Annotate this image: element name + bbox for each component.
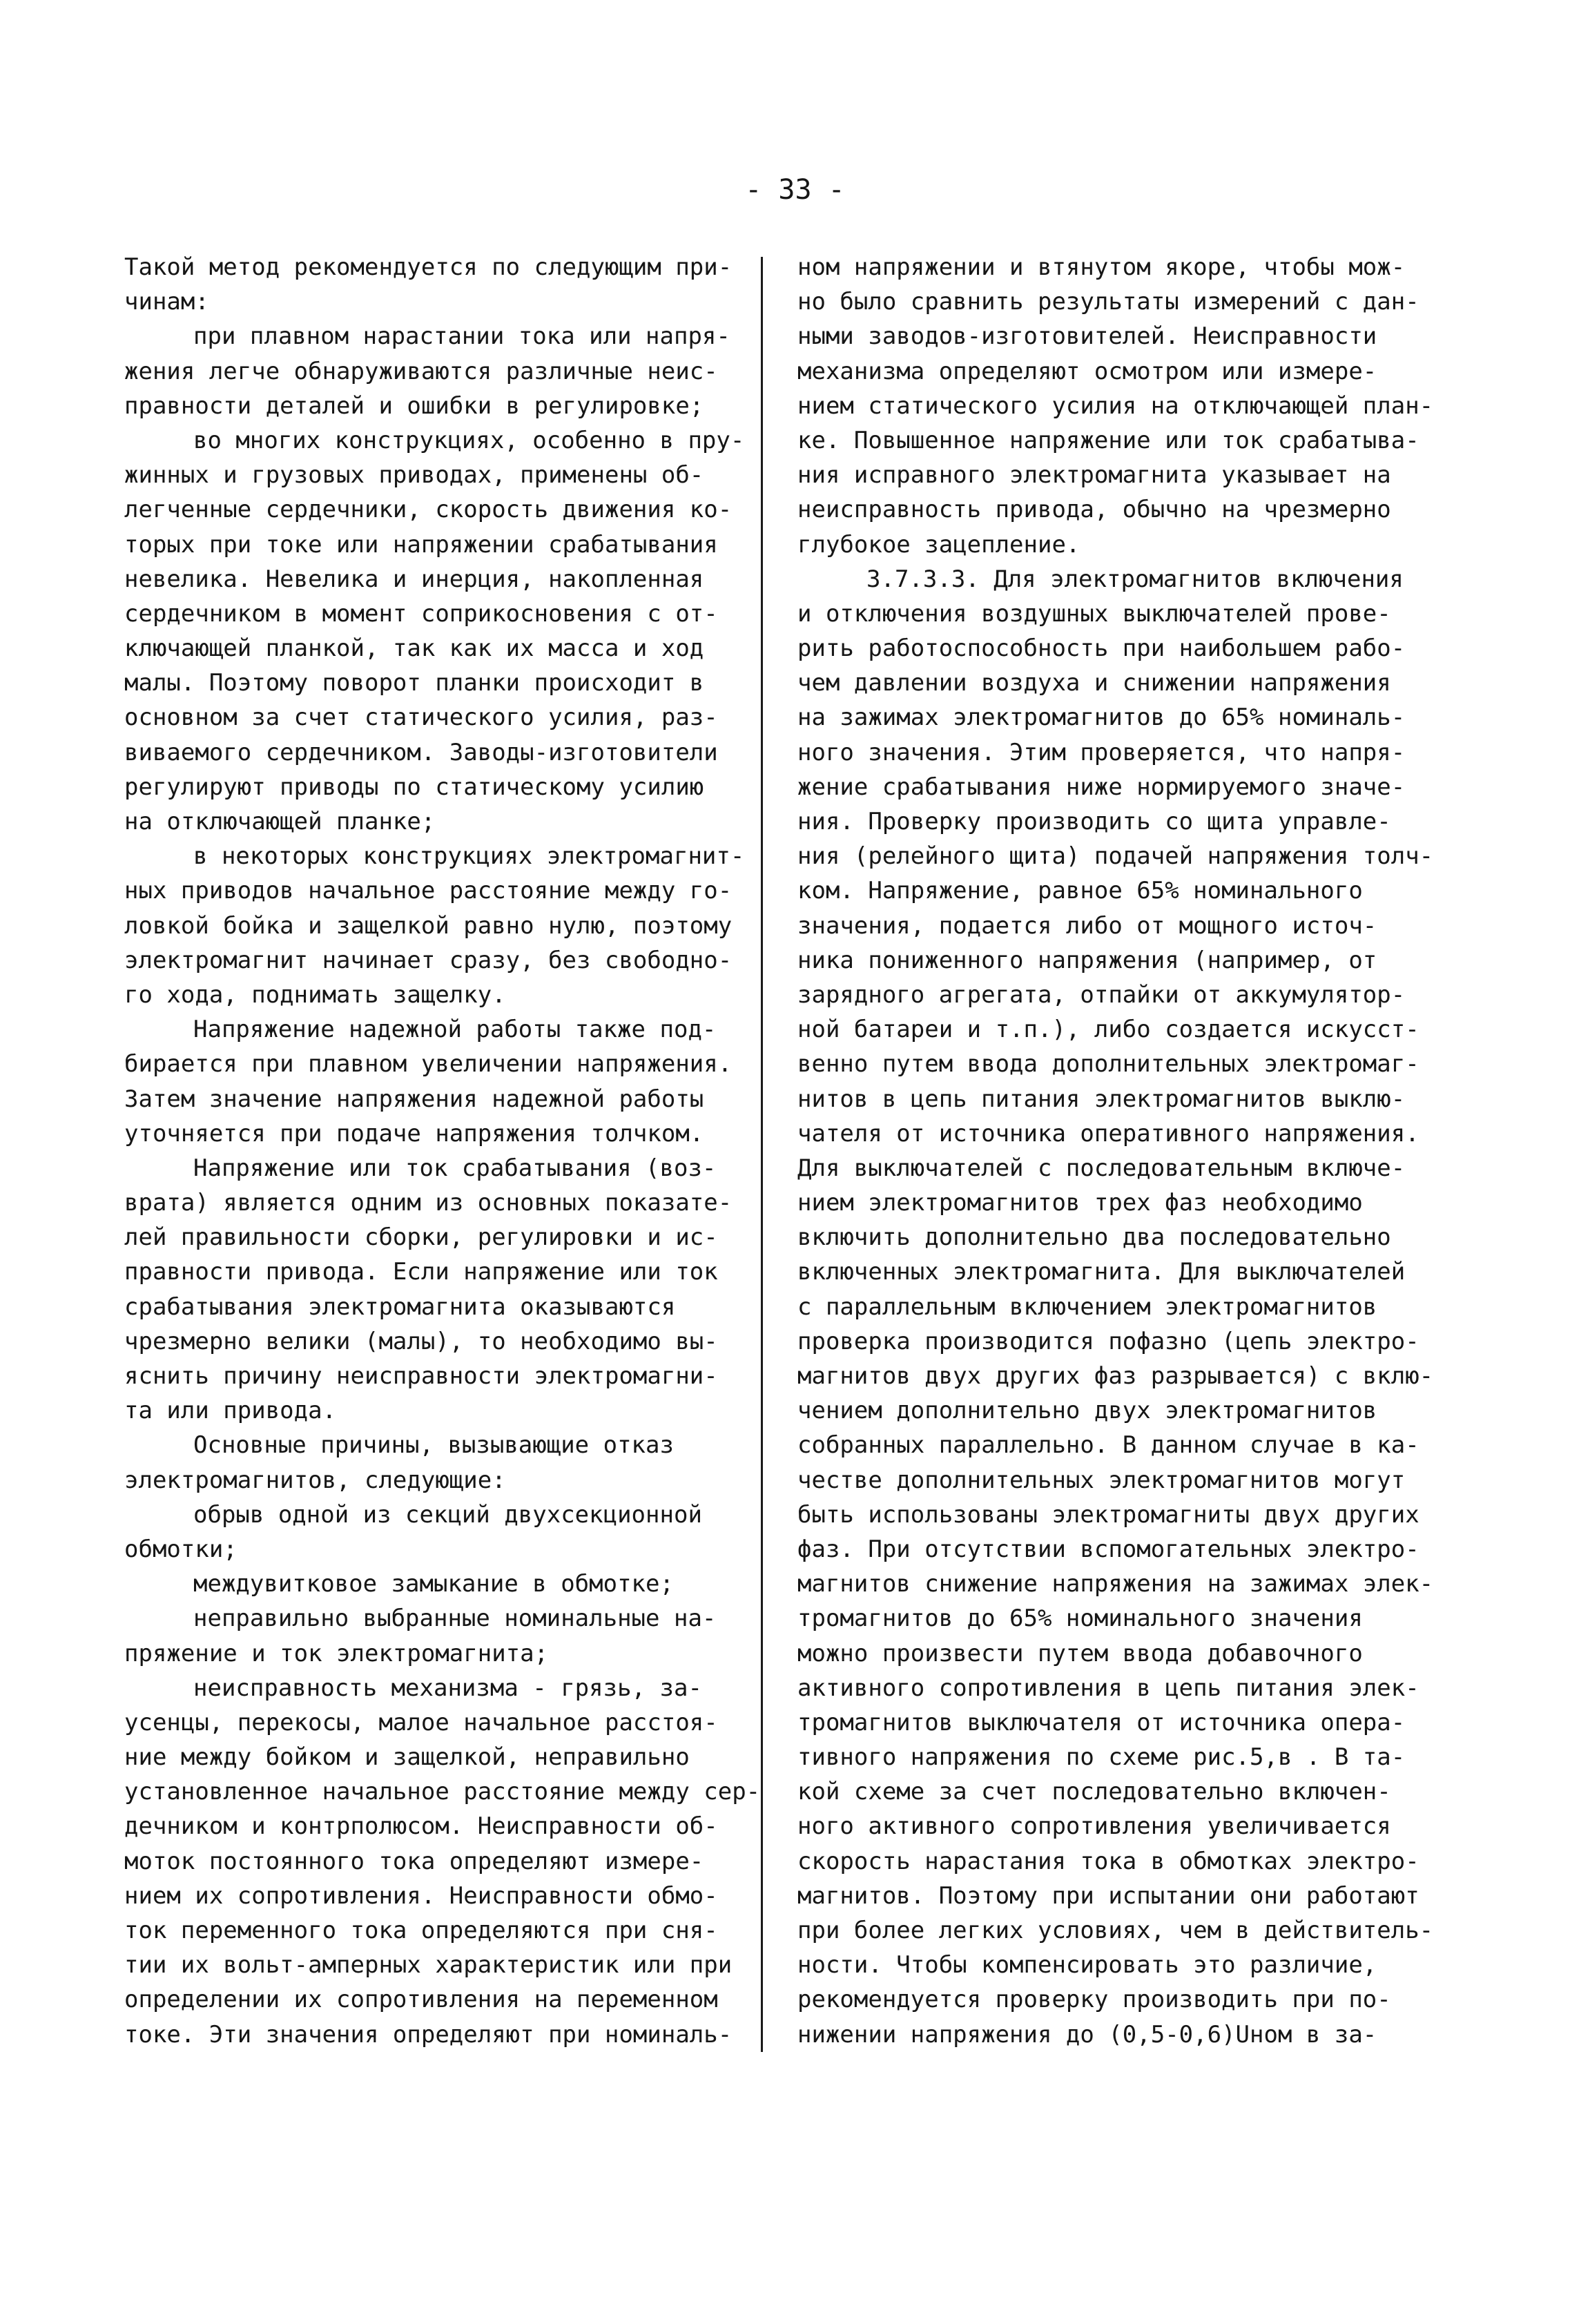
text-line: тромагнитов до 65% номинального значения	[797, 1605, 1363, 1633]
text-line: легченные сердечники, скорость движения ко-	[124, 496, 733, 524]
text-line: глубокое зацепление.	[797, 530, 1080, 559]
text-line: магнитов двух других фаз разрывается) с вклю-	[797, 1362, 1434, 1390]
text-line: чинам:	[124, 288, 209, 316]
text-line: междувитковое замыкание в обмотке;	[193, 1570, 674, 1598]
text-line: неправильно выбранные номинальные на-	[193, 1605, 717, 1633]
text-line: ными заводов-изготовителей. Неисправности	[797, 322, 1377, 351]
text-line: включить дополнительно два последовательно	[797, 1223, 1391, 1252]
text-line: ных приводов начальное расстояние между го-	[124, 877, 733, 905]
right-column	[797, 250, 1460, 2052]
text-line: можно произвести путем ввода добавочного	[797, 1639, 1363, 1667]
text-line: правности привода. Если напряжение или ток	[124, 1258, 718, 1286]
text-line: лей правильности сборки, регулировки и ис-	[124, 1223, 718, 1252]
text-line: ловкой бойка и защелкой равно нулю, поэтому	[124, 911, 733, 940]
text-line: малы. Поэтому поворот планки происходит в	[124, 669, 704, 697]
text-line: ния исправного электромагнита указывает на	[797, 461, 1391, 490]
text-line: в некоторых конструкциях электромагнит-	[193, 842, 745, 871]
text-line: усенцы, перекосы, малое начальное расстоя-	[124, 1708, 718, 1736]
text-line: зарядного агрегата, отпайки от аккумулятор-	[797, 980, 1406, 1009]
text-line: чем давлении воздуха и снижении напряжения	[797, 669, 1391, 697]
text-line: магнитов. Поэтому при испытании они работают	[797, 1881, 1419, 1910]
text-line: скорость нарастания тока в обмотках электро-	[797, 1847, 1419, 1875]
text-line: торых при токе или напряжении срабатывания	[124, 530, 718, 559]
text-line: нитов в цепь питания электромагнитов выклю-	[797, 1085, 1406, 1113]
text-line: ние между бойком и защелкой, неправильно	[124, 1743, 690, 1772]
text-line: электромагнитов, следующие:	[124, 1466, 506, 1494]
text-line: обрыв одной из секций двухсекционной	[193, 1500, 702, 1529]
text-line: пряжение и ток электромагнита;	[124, 1639, 549, 1667]
left-column	[124, 250, 761, 2052]
text-line: Для выключателей с последовательным включе-	[797, 1154, 1406, 1182]
text-line: активного сопротивления в цепь питания элек-	[797, 1674, 1419, 1702]
text-line: собранных параллельно. В данном случае в ка-	[797, 1431, 1419, 1460]
text-line: ния. Проверку производить со щита управле-	[797, 808, 1391, 835]
text-line: нием статического усилия на отключающей план-	[797, 391, 1434, 420]
text-line: ке. Повышенное напряжение или ток срабатыва-	[797, 426, 1419, 454]
text-line: токе. Эти значения определяют при номиналь-	[124, 2020, 733, 2049]
text-line: обмотки;	[124, 1535, 237, 1563]
text-line: срабатывания электромагнита оказываются	[124, 1292, 676, 1321]
text-line: чением дополнительно двух электромагнитов	[797, 1397, 1377, 1425]
text-line: с параллельным включением электромагнитов	[797, 1292, 1377, 1321]
text-line: виваемого сердечником. Заводы-изготовители	[124, 738, 718, 766]
text-line: тии их вольт-амперных характеристик или при	[124, 1951, 733, 1979]
text-line: чрезмерно велики (малы), то необходимо вы-	[124, 1327, 718, 1355]
text-line: неисправность механизма - грязь, за-	[193, 1674, 702, 1702]
text-line: включенных электромагнита. Для выключателей	[797, 1258, 1406, 1286]
text-line: тромагнитов выключателя от источника опера-	[797, 1708, 1406, 1736]
text-line: но было сравнить результаты измерений с дан-	[797, 288, 1419, 316]
text-line: фаз. При отсутствии вспомогательных электро-	[797, 1535, 1419, 1563]
text-line: уточняется при подаче напряжения толчком.	[124, 1119, 704, 1148]
text-line: электромагнит начинает сразу, без свободно-	[124, 946, 733, 974]
text-line: ного значения. Этим проверяется, что напря-	[797, 738, 1406, 766]
text-line: кой схеме за счет последовательно включен-	[797, 1778, 1391, 1806]
text-line: основном за счет статического усилия, раз-	[124, 704, 718, 732]
text-line: бирается при плавном увеличении напряжения.	[124, 1050, 733, 1078]
text-line: проверка производится пофазно (цепь электро-	[797, 1327, 1419, 1355]
text-line: ной батареи и т.п.), либо создается искусст-	[797, 1016, 1419, 1044]
text-line: ком. Напряжение, равное 65% номинального	[797, 877, 1363, 905]
text-line: быть использованы электромагниты двух других	[797, 1500, 1419, 1529]
text-line: значения, подается либо от мощного источ-	[797, 911, 1377, 940]
text-line: жения легче обнаруживаются различные неис-	[124, 357, 718, 385]
text-line: ности. Чтобы компенсировать это различие,	[797, 1951, 1377, 1979]
text-line: та или привода.	[124, 1397, 337, 1425]
text-line: венно путем ввода дополнительных электромаг-	[797, 1050, 1419, 1078]
text-line: яснить причину неисправности электромагни-	[124, 1362, 718, 1390]
text-line: сердечником в момент соприкосновения с от-	[124, 599, 718, 628]
text-line: Основные причины, вызывающие отказ	[193, 1431, 674, 1460]
text-line: механизма определяют осмотром или измере-	[797, 357, 1377, 385]
text-line: ток переменного тока определяются при сня-	[124, 1917, 718, 1944]
text-line: честве дополнительных электромагнитов могут	[797, 1466, 1406, 1494]
text-line: невелика. Невелика и инерция, накопленная	[124, 565, 704, 593]
text-line: и отключения воздушных выключателей прове-	[797, 599, 1391, 628]
text-line: магнитов снижение напряжения на зажимах элек-	[797, 1570, 1434, 1598]
text-line: ника пониженного напряжения (например, от	[797, 946, 1377, 974]
text-line: нижении напряжения до (0,5-0,6)Uном в за-	[797, 2020, 1377, 2049]
text-line: Затем значение напряжения надежной работы	[124, 1085, 704, 1113]
column-divider	[761, 257, 763, 2052]
text-line: рекомендуется проверку производить при по-	[797, 1986, 1391, 2014]
text-line: ключающей планкой, так как их масса и ход	[124, 635, 704, 663]
text-line: моток постоянного тока определяют измере-	[124, 1847, 704, 1875]
text-line: дечником и контрполюсом. Неисправности об-	[124, 1812, 718, 1841]
text-line: Напряжение надежной работы также под-	[193, 1016, 717, 1044]
text-line: Такой метод рекомендуется по следующим при-	[124, 253, 733, 281]
text-line: регулируют приводы по статическому усилию	[124, 773, 704, 801]
text-line: жение срабатывания ниже нормируемого значе-	[797, 773, 1406, 801]
text-line: 3.7.3.3. Для электромагнитов включения	[866, 565, 1404, 593]
text-line: на отключающей планке;	[124, 808, 436, 835]
text-line: ного активного сопротивления увеличивается	[797, 1812, 1391, 1841]
text-line: нием электромагнитов трех фаз необходимо	[797, 1189, 1363, 1217]
text-line: Напряжение или ток срабатывания (воз-	[193, 1154, 717, 1182]
text-line: во многих конструкциях, особенно в пру-	[193, 426, 745, 454]
text-line: чателя от источника оперативного напряжения.	[797, 1119, 1419, 1148]
text-line: при более легких условиях, чем в действитель-	[797, 1917, 1434, 1944]
text-line: определении их сопротивления на переменном	[124, 1986, 718, 2014]
text-line: неисправность привода, обычно на чрезмерно	[797, 496, 1391, 524]
text-line: установленное начальное расстояние между сер-	[124, 1778, 761, 1806]
text-line: тивного напряжения по схеме рис.5,в . В та-	[797, 1743, 1406, 1772]
page-number: - 33 -	[745, 174, 845, 206]
text-line: нием их сопротивления. Неисправности обмо-	[124, 1881, 718, 1910]
text-line: го хода, поднимать защелку.	[124, 980, 506, 1009]
text-line: жинных и грузовых приводах, применены об-	[124, 461, 704, 490]
text-line: рить работоспособность при наибольшем рабо-	[797, 635, 1406, 663]
text-line: врата) является одним из основных показате-	[124, 1189, 733, 1217]
text-line: на зажимах электромагнитов до 65% номиналь-	[797, 704, 1406, 732]
text-line: ния (релейного щита) подачей напряжения толч-	[797, 842, 1434, 871]
text-line: правности деталей и ошибки в регулировке;	[124, 391, 704, 420]
text-line: ном напряжении и втянутом якоре, чтобы мож-	[797, 253, 1406, 281]
text-line: при плавном нарастании тока или напря-	[193, 322, 730, 351]
